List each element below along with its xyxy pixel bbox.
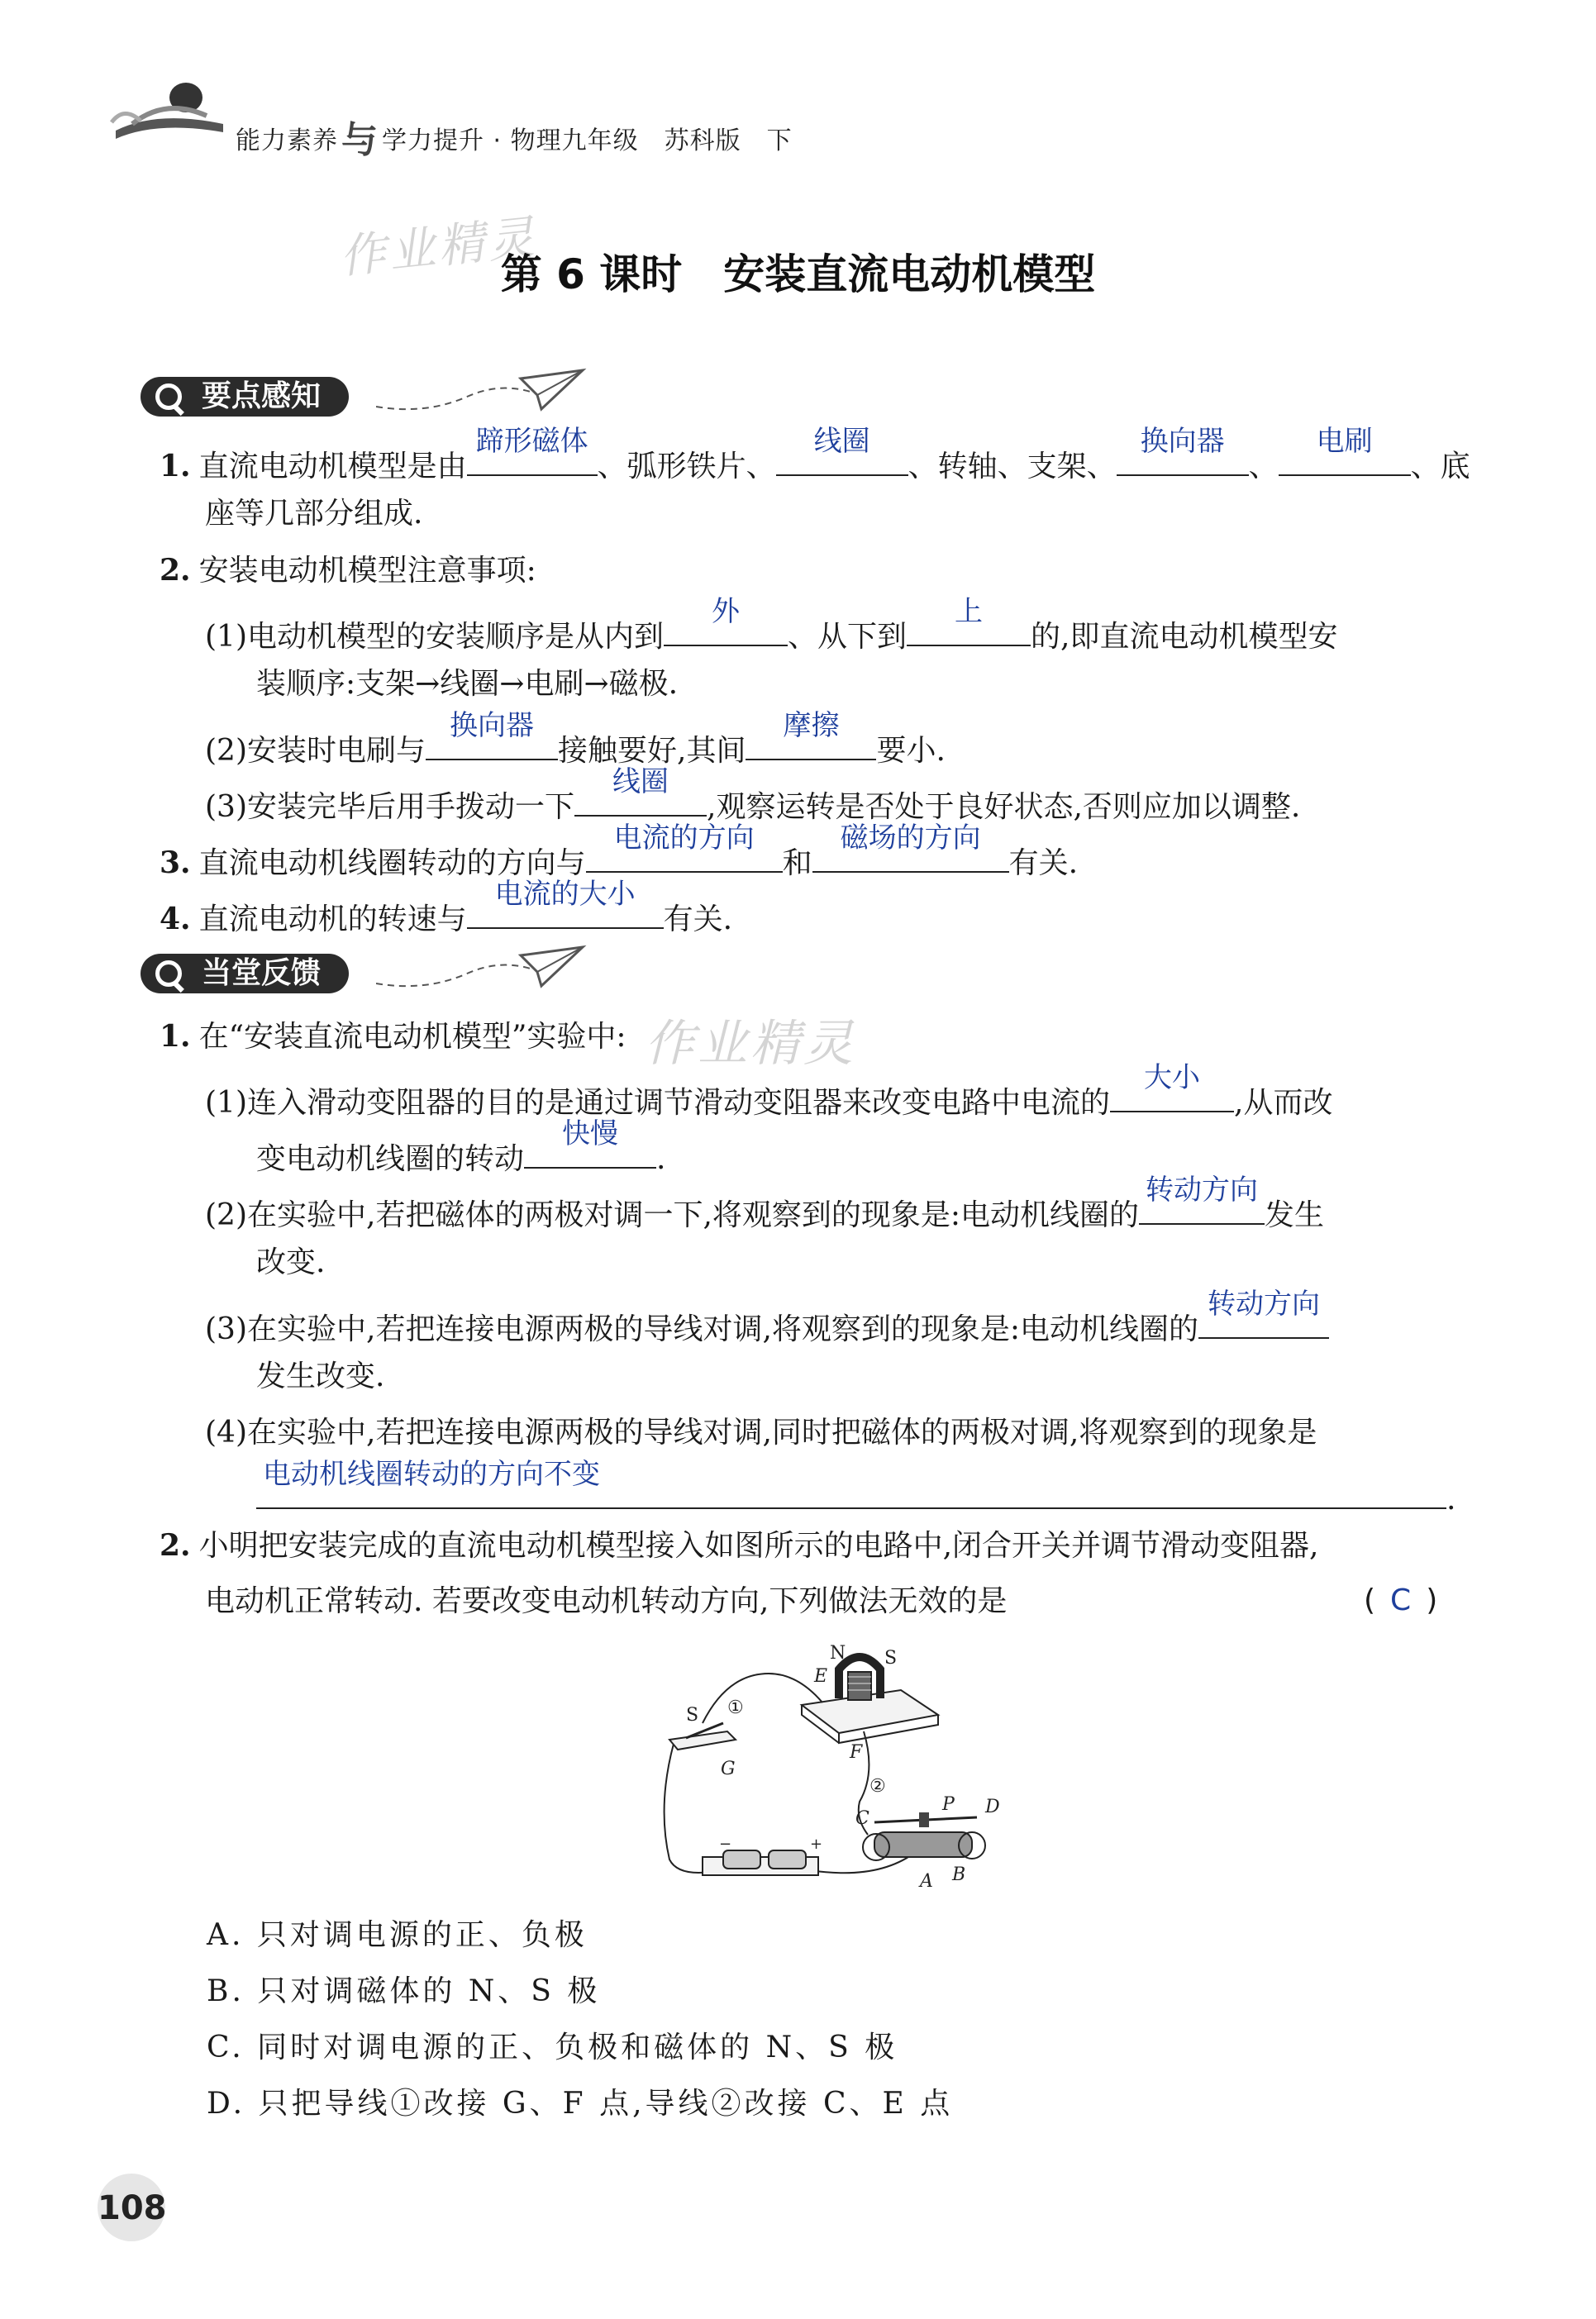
paper-plane-icon [376,364,591,421]
question-text: 和 [782,846,812,880]
page-number: 108 [98,2174,165,2241]
handwritten-answer: 电流的大小 [494,878,636,911]
answer-blank [664,595,788,646]
kp-q1-line1 [160,425,1470,485]
option-a: A. 只对调电源的正、负极 [207,1918,588,1952]
handwritten-answer: 快慢 [562,1117,619,1150]
answer-blank [907,595,1031,646]
kp-q4 [160,878,733,938]
fb-q1-sub4-cont [256,1458,1456,1518]
answer-blank [746,709,876,760]
magnifier-icon [155,383,182,410]
answer-blank [1117,425,1249,476]
question-number: 2. [160,553,191,588]
answer-blank [1279,425,1411,476]
handwritten-answer: 换向器 [1140,425,1225,458]
question-number: 1. [160,1019,191,1054]
paren-close: ) [1426,1583,1438,1617]
fb-q1-sub4: (4)在实验中,若把连接电源两极的导线对调,同时把磁体的两极对调,将观察到的现象是 [205,1416,1317,1450]
option-c: C. 同时对调电源的正、负极和磁体的 N、S 极 [207,2031,898,2064]
header [236,110,793,163]
header-logo [107,73,231,147]
section-feedback [141,954,349,993]
header-part1: 能力素养 [236,126,338,155]
label-S-magnet: S [884,1648,898,1669]
handwritten-answer: 线圈 [612,765,669,798]
label-wire-2: ② [869,1776,886,1797]
question-text: . [656,1142,666,1176]
answer-blank [467,425,598,476]
label-wire-1: ① [727,1698,744,1718]
answer-blank [1110,1061,1234,1112]
page-title: 第 6 课时 安装直流电动机模型 [500,250,1096,298]
fb-q1-sub2 [205,1174,1325,1234]
question-text: (1)连入滑动变阻器的目的是通过调节滑动变阻器来改变电路中电流的 [205,1086,1110,1120]
fb-q2-line2: 电动机正常转动. 若要改变电动机转动方向,下列做法无效的是 [205,1584,1008,1618]
handwritten-answer: 转动方向 [1146,1174,1259,1207]
question-text: 小明把安装完成的直流电动机模型接入如图所示的电路中,闭合开关并调节滑动变阻器, [198,1529,1319,1563]
question-number: 1. [160,449,191,483]
paper-plane-icon [376,940,591,998]
question-number: 4. [160,902,191,936]
question-text: 有关. [663,902,733,936]
option-b: B. 只对调磁体的 N、S 极 [207,1974,601,2008]
label-S-switch: S [686,1705,699,1726]
question-text: 直流电动机的转速与 [198,902,467,936]
handwritten-answer: 大小 [1144,1061,1200,1094]
question-text: 的,即直流电动机模型安 [1031,620,1338,654]
answer-blank [1198,1288,1329,1339]
answer-blank [524,1117,656,1169]
label-D: D [985,1797,1000,1817]
kp-q1-line2: 座等几部分组成. [205,497,423,531]
answer-blank [586,821,783,873]
watermark: 作业精灵 [645,1015,856,1073]
question-text: 要小. [876,734,946,768]
question-text: 、转轴、支架、 [908,450,1117,483]
kp-q2-sub1 [205,595,1338,655]
answer-blank [256,1458,1446,1509]
handwritten-answer: 电流的方向 [613,821,755,855]
kp-q3 [160,821,1079,882]
fb-q1-sub2-cont: 改变. [256,1245,326,1279]
label-E: E [814,1666,828,1687]
magnifier-icon [155,960,182,987]
label-F: F [850,1742,863,1763]
label-C: C [855,1808,869,1829]
label-B: B [952,1864,966,1885]
fb-q1-sub3-cont: 发生改变. [256,1359,385,1393]
label-plus: + [810,1836,823,1853]
handwritten-answer: 换向器 [450,709,534,742]
label-N: N [830,1643,846,1664]
handwritten-answer: 转动方向 [1208,1288,1321,1321]
question-text: 直流电动机线圈转动的方向与 [198,846,586,880]
handwritten-answer: C [1390,1583,1412,1617]
question-text: ,从而改 [1234,1086,1333,1120]
question-text: . [1446,1483,1456,1517]
question-number: 3. [160,845,191,880]
question-text: 、底 [1410,450,1470,483]
handwritten-answer: 电刷 [1316,425,1373,458]
question-text: (2)在实验中,若把磁体的两极对调一下,将观察到的现象是:电动机线圈的 [205,1198,1140,1232]
question-text: 、从下到 [788,620,908,654]
question-text: 安装电动机模型注意事项: [198,554,536,588]
section-key-points-label: 要点感知 [202,379,322,413]
fb-q1-sub3 [205,1288,1329,1348]
wire-1 [703,1674,822,1723]
coil [848,1672,871,1700]
handwritten-answer: 摩擦 [783,709,840,742]
question-text: 接触要好,其间 [558,734,746,768]
option-d: D. 只把导线①改接 G、F 点,导线②改接 C、E 点 [207,2087,954,2121]
kp-q2-sub3 [205,765,1301,826]
question-text: (2)安装时电刷与 [205,734,426,768]
watermark: 作业精灵 [336,210,541,285]
label-A: A [920,1871,933,1892]
handwritten-answer: 上 [955,595,984,628]
handwritten-answer: 外 [712,595,740,628]
question-text: 在“安装直流电动机模型”实验中: [198,1020,626,1054]
section-feedback-label: 当堂反馈 [202,956,322,990]
switch [669,1731,736,1750]
kp-q2-sub2 [205,709,946,769]
label-P: P [942,1794,955,1815]
label-minus: − [719,1836,732,1853]
fb-q1-sub1 [205,1061,1333,1121]
header-part2: 学力提升 · 物理九年级 苏科版 下 [382,126,793,155]
fb-q1-sub1-cont [256,1117,666,1178]
question-text: (3)安装完毕后用手拨动一下 [205,790,574,824]
answer-blank [574,765,707,817]
handwritten-answer: 电动机线圈转动的方向不变 [263,1458,600,1491]
answer-blank [426,709,558,760]
question-text: 直流电动机模型是由 [198,450,467,483]
answer-blank [467,878,664,929]
section-key-points [141,377,349,417]
question-text: 变电动机线圈的转动 [256,1142,525,1176]
answer-choice [1364,1583,1437,1617]
question-text: 、 [1248,450,1279,483]
fb-q2-line1 [160,1527,1318,1564]
paren-open: ( [1364,1583,1376,1617]
fb-q1-heading [160,1018,626,1055]
question-text: 有关. [1008,846,1079,880]
kp-q2-heading [160,552,536,589]
handwritten-answer: 线圈 [813,425,870,458]
answer-blank [812,821,1009,873]
answer-blank [1139,1174,1265,1225]
wire-3 [665,1744,711,1873]
handwritten-answer: 蹄形磁体 [475,425,588,458]
question-text: (3)在实验中,若把连接电源两极的导线对调,将观察到的现象是:电动机线圈的 [205,1312,1199,1346]
answer-blank [776,425,908,476]
label-G: G [721,1759,736,1779]
header-connector: 与 [341,119,379,161]
handwritten-answer: 磁场的方向 [840,821,981,855]
question-text: 发生 [1265,1198,1325,1232]
question-text: 、弧形铁片、 [597,450,776,483]
circuit-figure [653,1640,1025,1893]
kp-q2-sub1-cont: 装顺序:支架→线圈→电刷→磁极. [256,667,679,701]
question-text: ,观察运转是否处于良好状态,否则应加以调整. [707,790,1301,824]
question-number: 2. [160,1528,191,1563]
question-text: (1)电动机模型的安装顺序是从内到 [205,620,664,654]
